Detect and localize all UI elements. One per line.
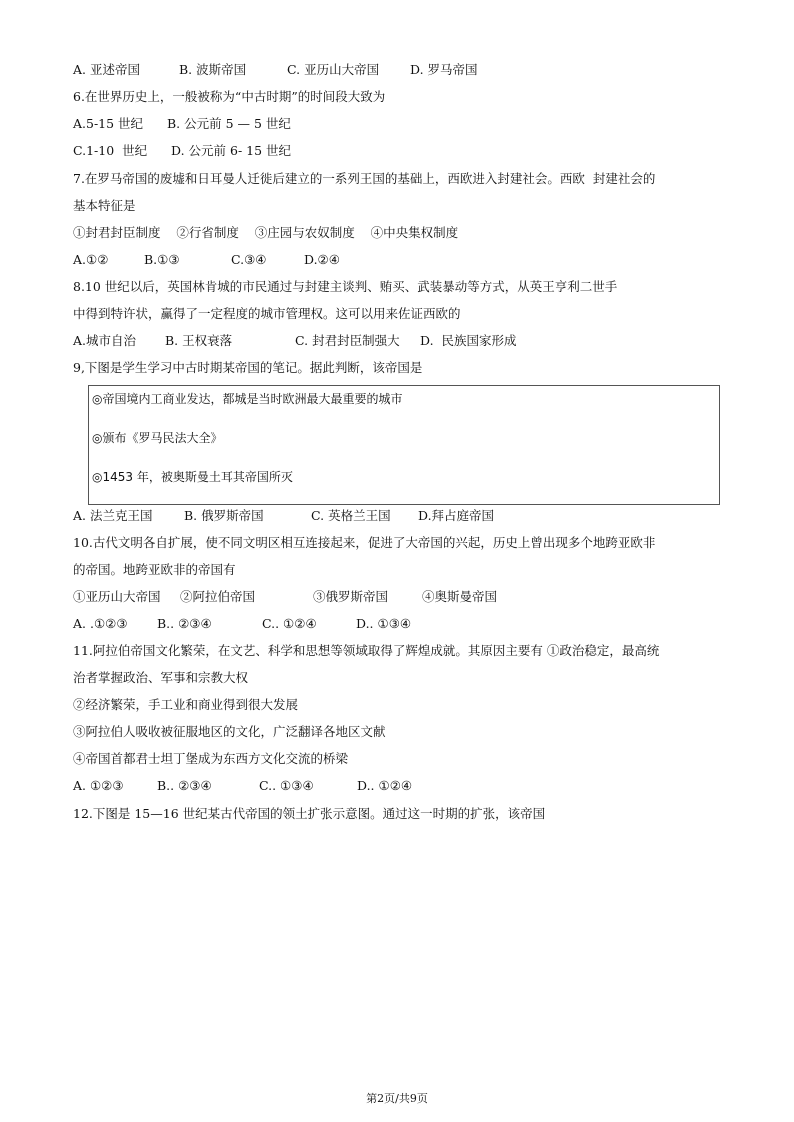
q8-stem-line1: 8.10 世纪以后，英国林肯城的市民通过与封建主谈判、贿买、武装暴动等方式，从英王亨利二世手 [73,279,618,294]
q11-option-c: C.. ①③④ [259,778,314,793]
q8-option-d: D. 民族国家形成 [420,333,517,348]
q11-item-2: ②经济繁荣，手工业和商业得到很大发展 [73,697,299,712]
q9-note-1: ◎帝国境内工商业发达，都城是当时欧洲最大最重要的城市 [92,392,403,406]
q10-item-2: ②阿拉伯帝国 [180,589,256,604]
q9-notes-box [88,385,720,505]
q8-option-b: B. 王权衰落 [165,333,233,348]
q11-option-b: B.. ②③④ [157,778,212,793]
q7-stem-line2: 基本特征是 [73,198,136,213]
q9-option-d: D.拜占庭帝国 [418,508,495,523]
q8-option-c: C. 封君封臣制强大 [295,333,400,348]
q11-stem-line1: 11.阿拉伯帝国文化繁荣，在文艺、科学和思想等领域取得了辉煌成就。其原因主要有 ①政治稳定，最高统 [73,643,660,658]
q10-stem-line1: 10.古代文明各自扩展，使不同文明区相互连接起来，促进了大帝国的兴起，历史上曾出现多个地跨亚欧非 [73,535,656,550]
q8-option-a: A.城市自治 [73,333,137,348]
page-number: 第2页/共9页 [366,1092,428,1105]
q6-option-a: A.5-15 世纪 [73,116,144,131]
q10-item-4: ④奥斯曼帝国 [422,589,498,604]
q10-option-c: C.. ①②④ [262,616,317,631]
q10-stem-line2: 的帝国。地跨亚欧非的帝国有 [73,562,236,577]
q10-option-d: D.. ①③④ [356,616,412,631]
q6-option-d: D. 公元前 6- 15 世纪 [171,143,292,158]
q7-option-b: B.①③ [144,252,180,267]
q9-note-3: ◎1453 年，被奥斯曼土耳其帝国所灭 [92,470,293,484]
q10-item-1: ①亚历山大帝国 [73,589,161,604]
q10-option-a: A. .①②③ [73,616,128,631]
q10-item-3: ③俄罗斯帝国 [313,589,389,604]
q7-items: ①封君封臣制度 ②行省制度 ③庄园与农奴制度 ④中央集权制度 [73,225,459,240]
q6-stem: 6.在世界历史上，一般被称为“中古时期”的时间段大致为 [73,89,386,104]
q11-stem-line2: 治者掌握政治、军事和宗教大权 [73,670,249,685]
q9-note-2: ◎颁布《罗马民法大全》 [92,431,223,445]
q5-option-c: C. 亚历山大帝国 [287,62,380,77]
q10-option-b: B.. ②③④ [157,616,212,631]
q12-stem: 12.下图是 15—16 世纪某古代帝国的领土扩张示意图。通过这一时期的扩张，该帝国 [73,806,546,821]
q9-stem: 9,下图是学生学习中古时期某帝国的笔记。据此判断，该帝国是 [73,360,423,375]
q7-option-a: A.①② [73,252,109,267]
q11-item-3: ③阿拉伯人吸收被征服地区的文化，广泛翻译各地区文献 [73,724,386,739]
q9-option-b: B. 俄罗斯帝国 [184,508,264,523]
q6-option-b: B. 公元前 5 — 5 世纪 [167,116,291,131]
q6-option-c: C.1-10 世纪 [73,143,148,158]
q5-option-a: A. 亚述帝国 [73,62,140,77]
q8-stem-line2: 中得到特许状，赢得了一定程度的城市管理权。这可以用来佐证西欧的 [73,306,461,321]
q7-option-d: D.②④ [304,252,340,267]
q11-option-d: D.. ①②④ [357,778,413,793]
q9-option-c: C. 英格兰王国 [311,508,391,523]
q7-option-c: C.③④ [231,252,267,267]
q7-stem-line1: 7.在罗马帝国的废墟和日耳曼人迁徙后建立的一系列王国的基础上，西欧进入封建社会。西欧 封建社会的 [73,171,656,186]
q5-option-b: B. 波斯帝国 [179,62,247,77]
q11-item-4: ④帝国首都君士坦丁堡成为东西方文化交流的桥梁 [73,751,349,766]
q9-option-a: A. 法兰克王国 [73,508,153,523]
q5-option-d: D. 罗马帝国 [410,62,478,77]
q11-option-a: A. ①②③ [73,778,124,793]
